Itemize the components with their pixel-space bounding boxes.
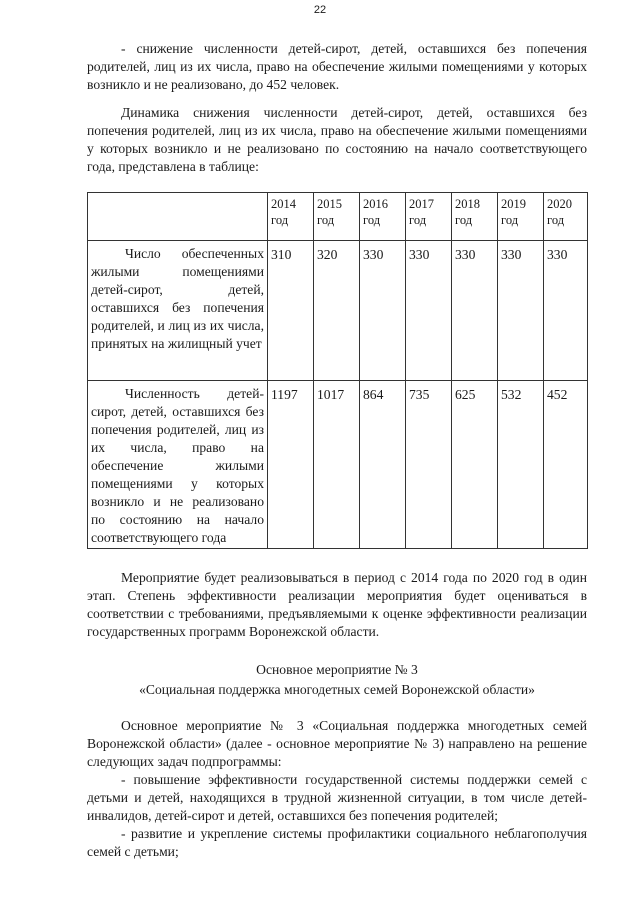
table-cell: 1017 <box>314 381 360 549</box>
table-cell: 330 <box>498 241 544 381</box>
year-header: 2020 год <box>544 193 588 241</box>
year-header: 2016 год <box>360 193 406 241</box>
year-header: 2018 год <box>452 193 498 241</box>
table-cell: 330 <box>360 241 406 381</box>
table-cell: 330 <box>544 241 588 381</box>
year-header: 2015 год <box>314 193 360 241</box>
section-heading-title: «Социальная поддержка многодетных семей Воронежской области» <box>139 682 535 697</box>
paragraph-implementation: Мероприятие будет реализовываться в период с 2014 года по 2020 год в один этап. Степень эффективности реализации мероприятия будет оцениваться в соответствии с требованиями, предъявляемыми к оценке эффективности реализации государственных программ Воронежской области. <box>87 570 587 639</box>
table-cell: 320 <box>314 241 360 381</box>
table-cell: 864 <box>360 381 406 549</box>
year-header: 2019 год <box>498 193 544 241</box>
year-header: 2014 год <box>268 193 314 241</box>
paragraph-bullet-decrease: - снижение численности детей-сирот, детей, оставшихся без попечения родителей, лиц из их числа, право на обеспечение жилыми помещениями у которых возникло и не реализовано, до 452 человек. <box>87 41 587 92</box>
table-cell: 625 <box>452 381 498 549</box>
table-cell: 452 <box>544 381 588 549</box>
paragraph-table-intro: Динамика снижения численности детей-сирот, детей, оставшихся без попечения родителей, лиц из их числа, право на обеспечение жилыми помещениями у которых возникло и не реализовано по состоянию на начало соответствующего года, представлена в таблице: <box>87 105 587 174</box>
table-corner-cell <box>88 193 268 241</box>
table-cell: 330 <box>452 241 498 381</box>
table-row <box>88 241 588 381</box>
paragraph-task-2: - развитие и укрепление системы профилактики социального неблагополучия семей с детьми; <box>87 826 587 859</box>
section-heading-number: Основное мероприятие № 3 <box>256 662 418 677</box>
year-header: 2017 год <box>406 193 452 241</box>
document-body <box>87 40 587 861</box>
row-label-unrealized: Численность детей-сирот, детей, оставшихся без попечения родителей, лиц из их числа, право на обеспечение жилыми помещениями у которых возникло и не реализовано по состоянию на начало соответствующего года <box>88 381 268 549</box>
paragraph-task-1: - повышение эффективности государственной системы поддержки семей с детьми и детей, находящихся в трудной жизненной ситуации, в том числе детей-инвалидов, детей-сирот и детей, оставшихся без попечения родителей; <box>87 772 587 823</box>
row-label-provided: Число обеспеченных жилыми помещениями детей-сирот, детей, оставшихся без попечения родителей, и лиц из их числа, принятых на жилищный учет <box>88 241 268 381</box>
table-cell: 1197 <box>268 381 314 549</box>
page-number: 22 <box>313 4 327 16</box>
table-cell: 735 <box>406 381 452 549</box>
table-cell: 330 <box>406 241 452 381</box>
table-row <box>88 381 588 549</box>
table-cell: 532 <box>498 381 544 549</box>
dynamics-table <box>87 192 588 549</box>
table-header-row <box>88 193 588 241</box>
table-cell: 310 <box>268 241 314 381</box>
paragraph-main-event: Основное мероприятие № 3 «Социальная поддержка многодетных семей Воронежской области» (далее - основное мероприятие № 3) направлено на решение следующих задач подпрограммы: <box>87 718 587 769</box>
